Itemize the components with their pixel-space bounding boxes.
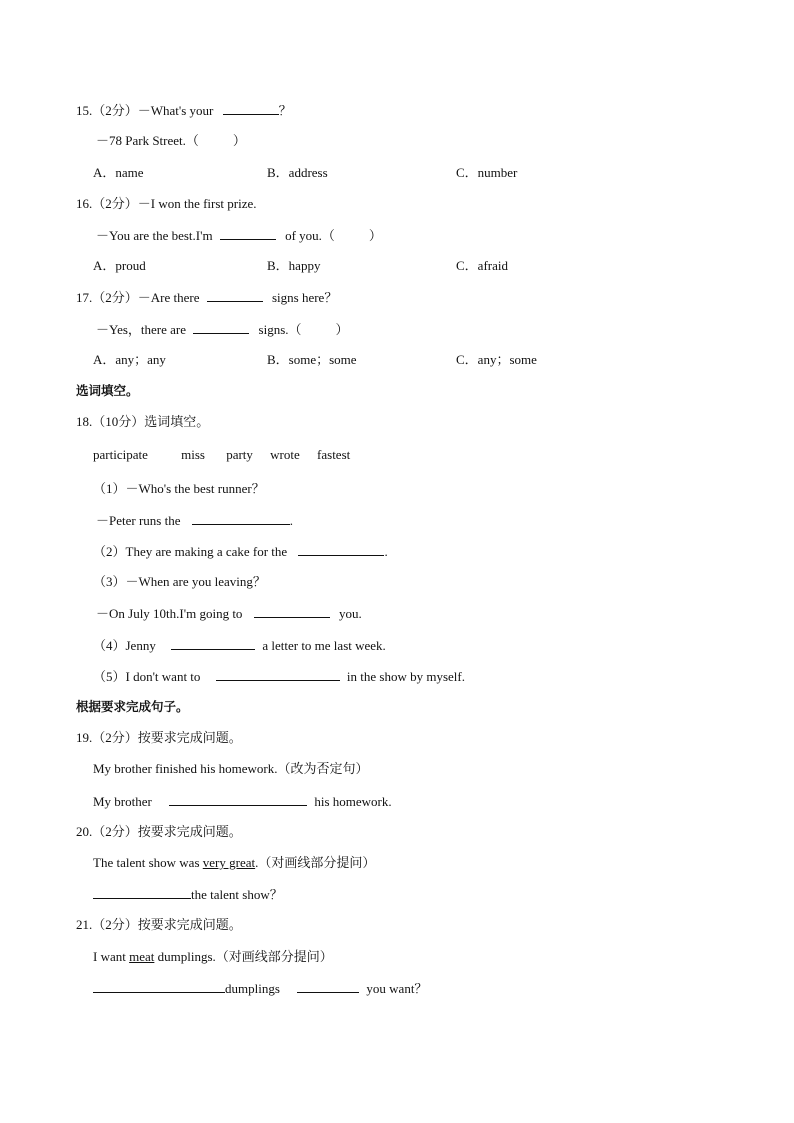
q18-s2-text: （2）They are making a cake for the xyxy=(93,544,288,559)
word-bank-item: participate xyxy=(93,447,148,462)
q19-answer-b: his homework. xyxy=(314,794,392,809)
q17-option-a: A．any；any xyxy=(93,352,166,367)
q17-option-b: B．some；some xyxy=(267,352,357,367)
q15-header xyxy=(76,101,292,119)
q17-answer-b: signs.（ xyxy=(258,322,302,337)
q19-answer xyxy=(93,792,392,810)
q18-s3b xyxy=(96,604,362,622)
q17-option-c: C．any；some xyxy=(456,352,537,367)
q18-s4-text: （4）Jenny xyxy=(93,638,156,653)
q17-answer-a: －Yes，there are xyxy=(96,322,187,337)
q16-blank xyxy=(220,226,276,240)
q19-answer-a: My brother xyxy=(93,794,152,809)
q18-s3b-end: you. xyxy=(338,606,362,621)
q16-answer-b: of you.（ xyxy=(285,228,335,243)
q15-close: ） xyxy=(232,133,246,148)
q18-s5-end: in the show by myself. xyxy=(346,669,465,684)
q18-s1: （1）－Who's the best runner？ xyxy=(93,481,265,496)
q19-sentence: My brother finished his homework.（改为否定句） xyxy=(93,761,369,776)
q15-option-c: C．number xyxy=(456,165,518,180)
q16-option-a: A．proud xyxy=(93,258,146,273)
q21-answer xyxy=(93,979,427,997)
q16-option-c: C．afraid xyxy=(456,258,508,273)
q21-answer-end: you want？ xyxy=(366,981,428,996)
q17-answer xyxy=(96,320,349,338)
q15-option-a: A．name xyxy=(93,165,144,180)
q17-close: ） xyxy=(335,322,349,337)
q18-header: 18.（10分）选词填空。 xyxy=(76,414,210,429)
q18-s3b-text: －On July 10th.I'm going to xyxy=(96,606,243,621)
q18-s2-end: . xyxy=(384,544,388,559)
q20-sentence-a: The talent show was xyxy=(93,855,200,870)
section-title-rewrite: 根据要求完成句子。 xyxy=(76,699,189,714)
q18-blank-3 xyxy=(254,604,330,618)
q18-s5 xyxy=(93,667,465,685)
q20-header: 20.（2分）按要求完成问题。 xyxy=(76,824,242,839)
q21-header: 21.（2分）按要求完成问题。 xyxy=(76,917,242,932)
q18-s5-text: （5）I don't want to xyxy=(93,669,201,684)
q20-sentence-b: .（对画线部分提问） xyxy=(255,855,376,870)
q20-answer-b: the talent show？ xyxy=(191,887,283,902)
q21-underlined-part: meat xyxy=(129,949,155,964)
q15-answer-text: －78 Park Street.（ xyxy=(96,133,199,148)
q21-sentence-a: I want xyxy=(93,949,126,964)
q18-blank-2 xyxy=(298,542,384,556)
word-bank-item: miss xyxy=(181,447,205,462)
q17-header-b: signs here？ xyxy=(271,290,338,305)
q21-answer-mid: dumplings xyxy=(225,981,280,996)
q20-sentence xyxy=(93,854,375,872)
q21-blank-2 xyxy=(297,979,359,993)
q21-sentence xyxy=(93,948,333,966)
q18-word-bank xyxy=(93,446,350,464)
q21-sentence-b: dumplings.（对画线部分提问） xyxy=(157,949,333,964)
q17-blank-1 xyxy=(207,288,263,302)
q18-s2 xyxy=(93,542,388,560)
q15-qmark: ？ xyxy=(278,103,292,118)
q16-answer xyxy=(96,226,382,244)
q18-s1b xyxy=(96,511,293,529)
q18-s3: （3）－When are you leaving？ xyxy=(93,574,266,589)
q19-header: 19.（2分）按要求完成问题。 xyxy=(76,730,242,745)
q16-close: ） xyxy=(368,228,382,243)
q20-blank xyxy=(93,885,191,899)
q15-blank xyxy=(223,101,279,115)
word-bank-item: party xyxy=(226,447,253,462)
q17-header-a: 17.（2分）－Are there xyxy=(76,290,200,305)
q18-blank-5 xyxy=(216,667,340,681)
q18-s1b-end: . xyxy=(289,513,293,528)
q15-answer xyxy=(96,132,246,150)
q16-header: 16.（2分）－I won the first prize. xyxy=(76,196,257,211)
section-title-fill: 选词填空。 xyxy=(76,383,139,398)
q18-blank-1 xyxy=(192,511,290,525)
q18-s4-end: a letter to me last week. xyxy=(262,638,386,653)
q15-header-text: 15.（2分）－What's your xyxy=(76,103,214,118)
q21-blank-1 xyxy=(93,979,225,993)
q17-header xyxy=(76,288,337,306)
q20-answer xyxy=(93,885,283,903)
q19-blank xyxy=(169,792,307,806)
q16-option-b: B．happy xyxy=(267,258,321,273)
q18-s4 xyxy=(93,636,386,654)
q17-blank-2 xyxy=(193,320,249,334)
q20-underlined-part: very great xyxy=(202,855,256,870)
word-bank-item: wrote xyxy=(270,447,300,462)
q18-blank-4 xyxy=(171,636,255,650)
q16-answer-a: －You are the best.I'm xyxy=(96,228,213,243)
q15-option-b: B．address xyxy=(267,165,328,180)
word-bank-item: fastest xyxy=(317,447,351,462)
q18-s1b-text: －Peter runs the xyxy=(96,513,181,528)
